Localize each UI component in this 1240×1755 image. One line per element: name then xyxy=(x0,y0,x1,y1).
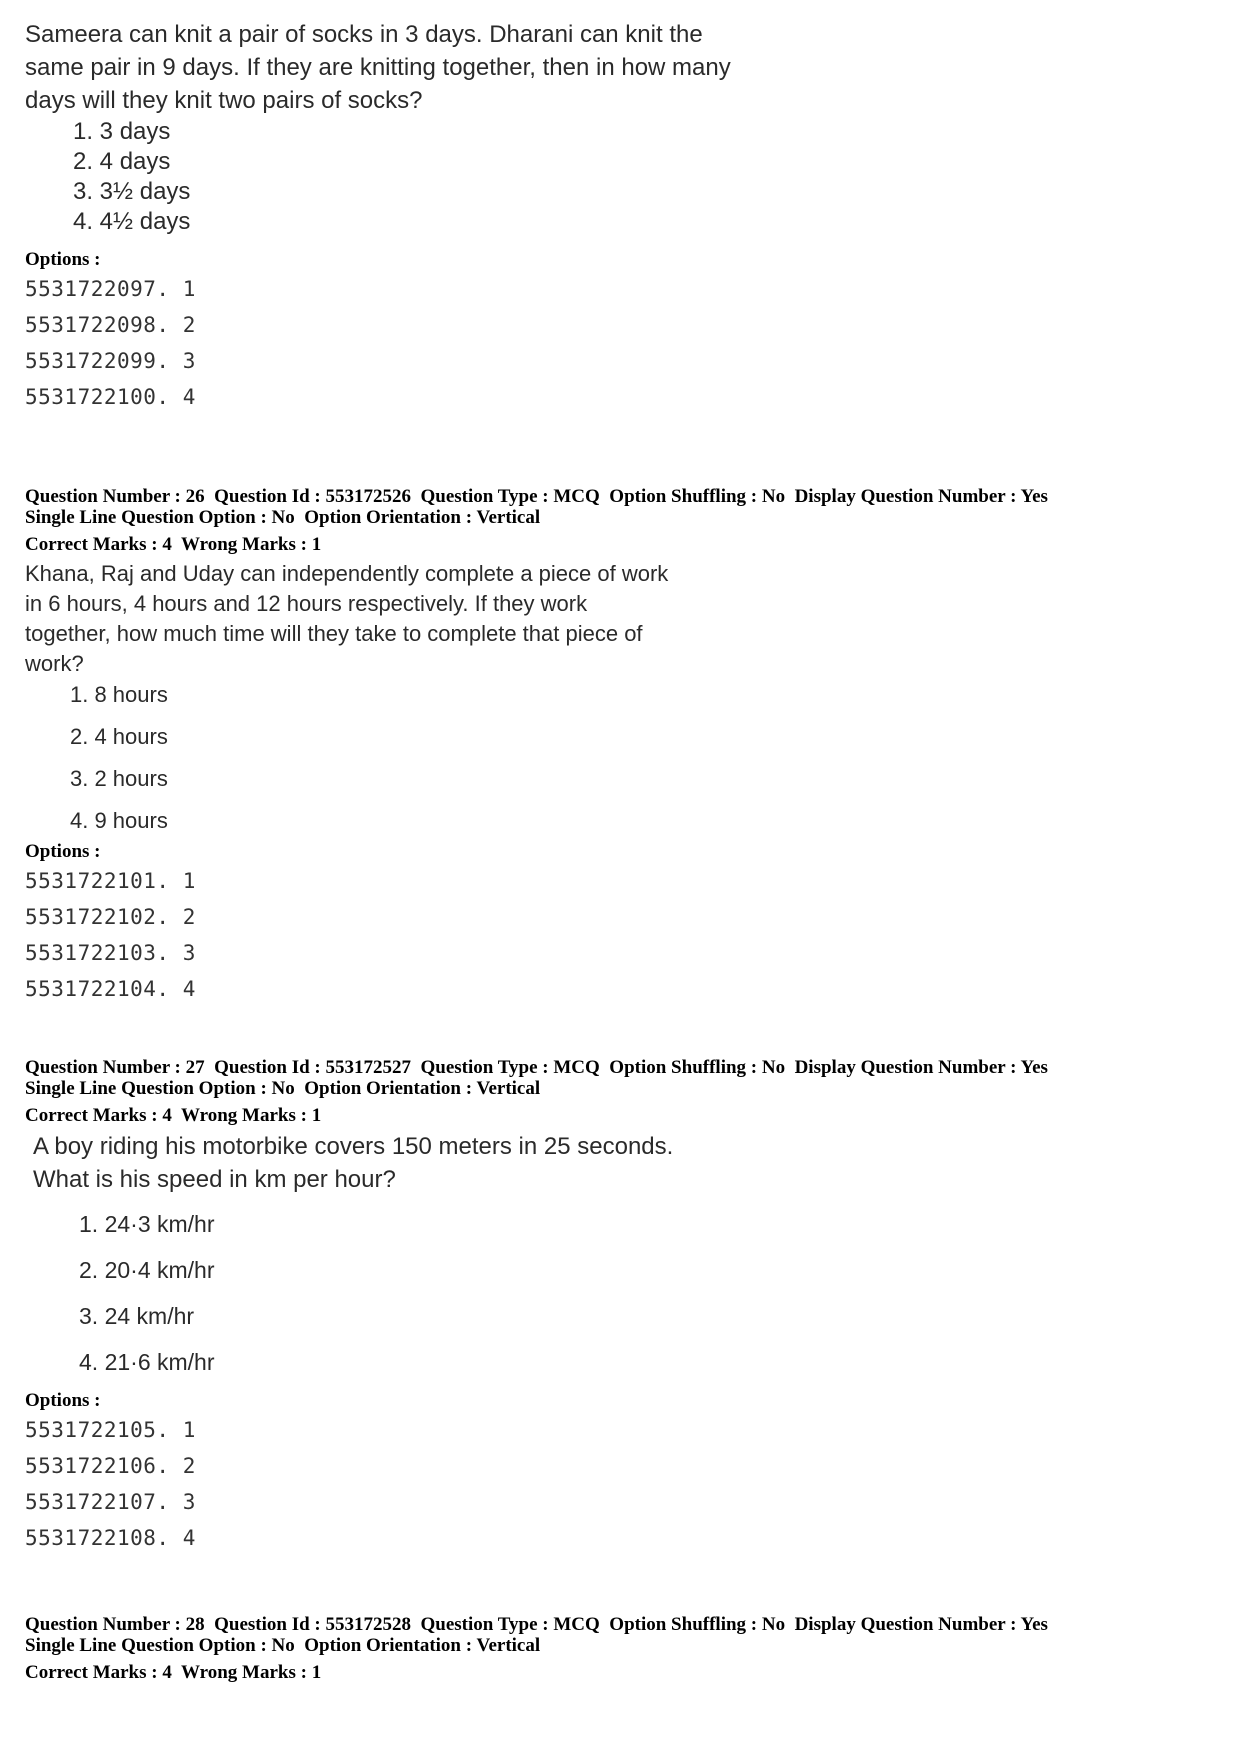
question-choices xyxy=(79,1204,1225,1388)
question-choices xyxy=(70,679,1225,841)
option-item: 5531722099. 3 xyxy=(25,349,196,373)
choice-item: 2. 4 hours xyxy=(70,724,168,749)
option-item: 5531722102. 2 xyxy=(25,905,196,929)
option-item: 5531722101. 1 xyxy=(25,869,196,893)
question-meta-line1: Question Number : 27 Question Id : 553172527 Question Type : MCQ Option Shuffling : No Display Question Number : Yes xyxy=(25,1057,1048,1078)
question-meta-line2: Single Line Question Option : No Option Orientation : Vertical xyxy=(25,1078,541,1099)
question-text: Khana, Raj and Uday can independently complete a piece of work in 6 hours, 4 hours and 12 hours respectively. If they work together, how much time will they take to complete that piece of work? xyxy=(25,561,669,676)
question-meta-line2: Single Line Question Option : No Option Orientation : Vertical xyxy=(25,1635,541,1656)
choice-item: 3. 3½ days xyxy=(73,178,191,205)
question-marks: Correct Marks : 4 Wrong Marks : 1 xyxy=(25,1105,322,1126)
option-item: 5531722107. 3 xyxy=(25,1490,196,1514)
question-block-26 xyxy=(25,486,1225,1007)
option-item: 5531722100. 4 xyxy=(25,385,196,409)
option-item: 5531722103. 3 xyxy=(25,941,196,965)
option-item: 5531722104. 4 xyxy=(25,977,196,1001)
question-block-25 xyxy=(25,18,1225,415)
question-block-28 xyxy=(25,1614,1225,1683)
choice-item: 3. 2 hours xyxy=(70,766,168,791)
options-list xyxy=(25,1412,1225,1556)
question-text: Sameera can knit a pair of socks in 3 days. Dharani can knit the same pair in 9 days. If they are knitting together, then in how many days will they knit two pairs of socks? xyxy=(25,21,731,114)
question-meta-line1: Question Number : 28 Question Id : 553172528 Question Type : MCQ Option Shuffling : No Display Question Number : Yes xyxy=(25,1614,1048,1635)
question-block-27 xyxy=(25,1057,1225,1556)
choice-item: 4. 9 hours xyxy=(70,808,168,833)
question-meta-line1: Question Number : 26 Question Id : 553172526 Question Type : MCQ Option Shuffling : No Display Question Number : Yes xyxy=(25,486,1048,507)
choice-item: 1. 3 days xyxy=(73,118,171,145)
choice-item: 1. 24·3 km/hr xyxy=(79,1211,215,1237)
question-meta-line2: Single Line Question Option : No Option Orientation : Vertical xyxy=(25,507,541,528)
options-list xyxy=(25,863,1225,1007)
option-item: 5531722097. 1 xyxy=(25,277,196,301)
options-label: Options : xyxy=(25,841,101,862)
options-label: Options : xyxy=(25,1390,101,1411)
option-item: 5531722106. 2 xyxy=(25,1454,196,1478)
choice-item: 2. 20·4 km/hr xyxy=(79,1257,215,1283)
question-marks: Correct Marks : 4 Wrong Marks : 1 xyxy=(25,1662,322,1683)
choice-item: 4. 4½ days xyxy=(73,208,191,235)
options-list xyxy=(25,271,1225,415)
question-text: A boy riding his motorbike covers 150 meters in 25 seconds. What is his speed in km per hour? xyxy=(33,1133,674,1193)
choice-item: 4. 21·6 km/hr xyxy=(79,1349,215,1375)
question-marks: Correct Marks : 4 Wrong Marks : 1 xyxy=(25,534,322,555)
question-choices xyxy=(73,117,1225,237)
choice-item: 1. 8 hours xyxy=(70,682,168,707)
options-label: Options : xyxy=(25,249,101,270)
option-item: 5531722098. 2 xyxy=(25,313,196,337)
choice-item: 3. 24 km/hr xyxy=(79,1303,195,1329)
choice-item: 2. 4 days xyxy=(73,148,171,175)
option-item: 5531722105. 1 xyxy=(25,1418,196,1442)
option-item: 5531722108. 4 xyxy=(25,1526,196,1550)
